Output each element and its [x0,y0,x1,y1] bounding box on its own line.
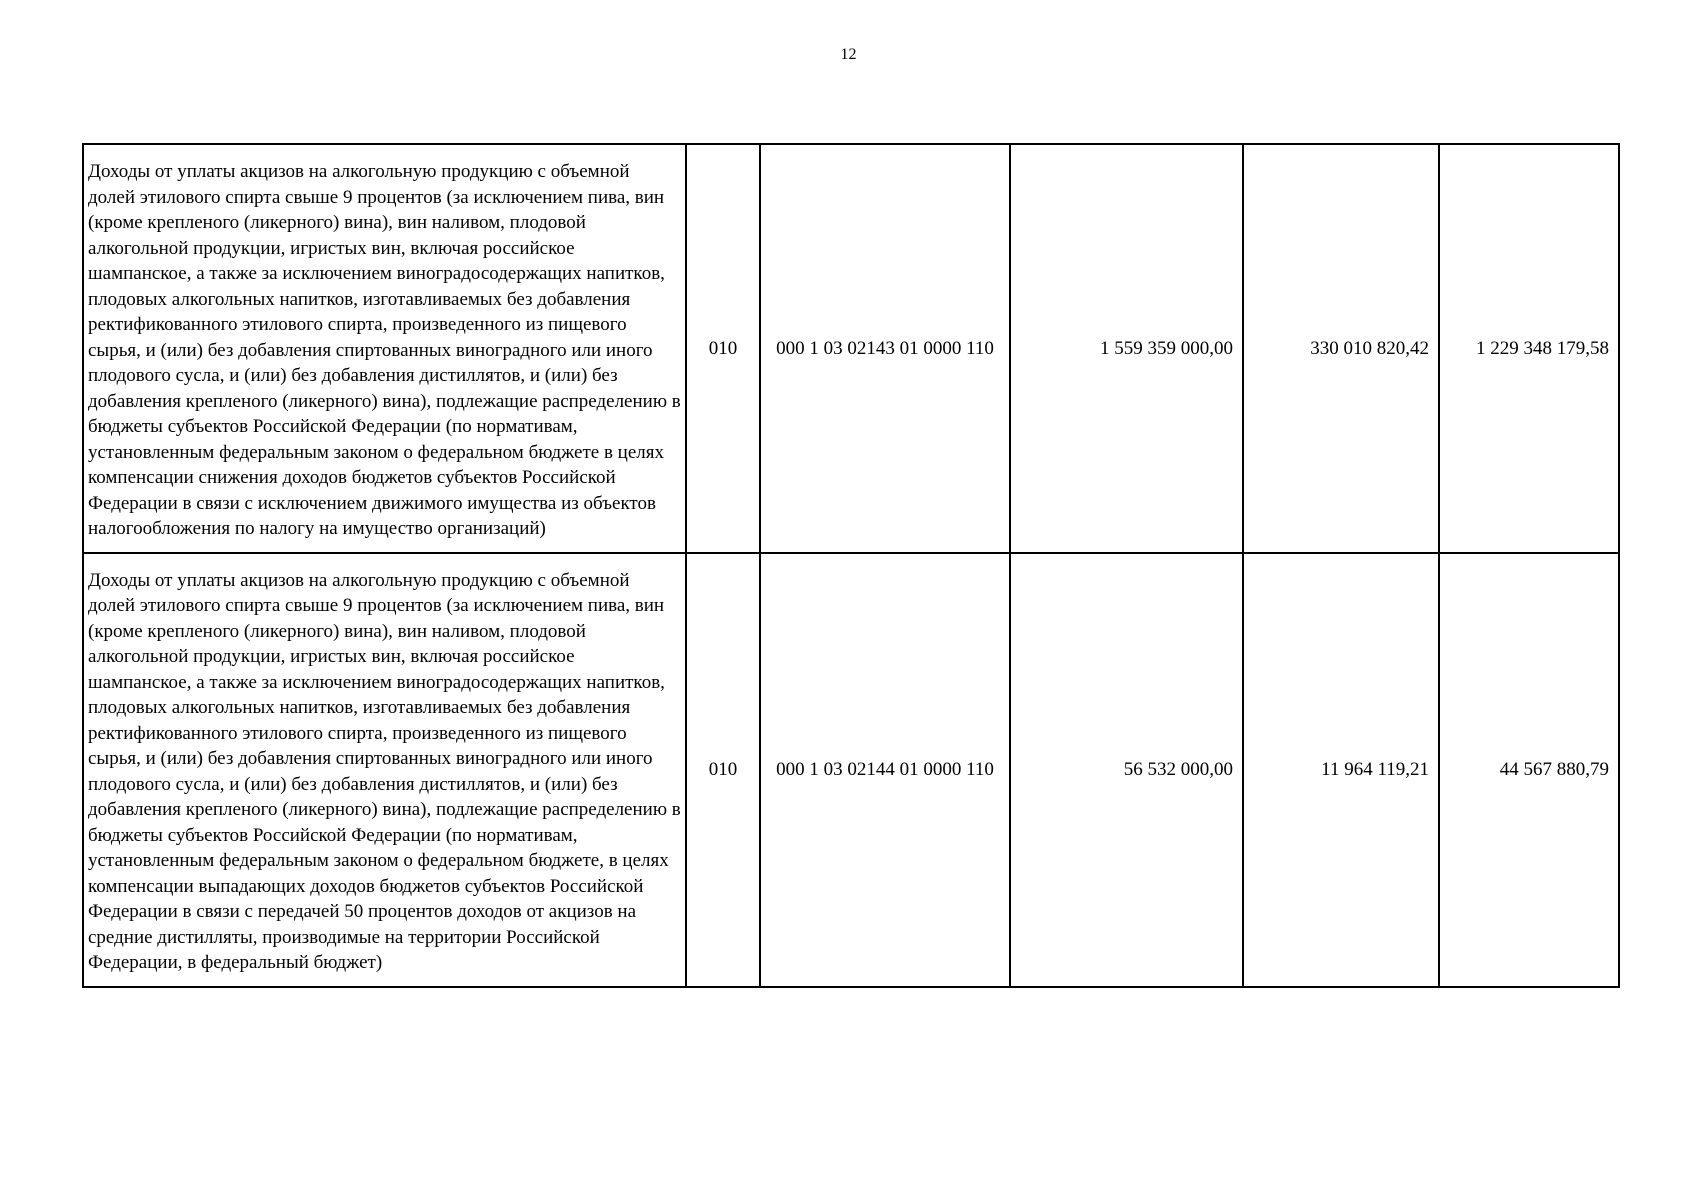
row-unexecuted-amount: 44 567 880,79 [1439,553,1619,987]
row-unexecuted-amount: 1 229 348 179,58 [1439,144,1619,553]
table-row [83,144,1619,553]
row-line-code: 010 [686,144,760,553]
row-approved-amount: 56 532 000,00 [1010,553,1243,987]
page-number: 12 [840,46,857,63]
row-executed-amount: 11 964 119,21 [1243,553,1439,987]
row-executed-amount: 330 010 820,42 [1243,144,1439,553]
row-approved-amount: 1 559 359 000,00 [1010,144,1243,553]
row-budget-code: 000 1 03 02143 01 0000 110 [760,144,1010,553]
row-description: Доходы от уплаты акцизов на алкогольную продукцию с объемной долей этилового спирта свыше 9 процентов (за исключением пива, вин (кроме крепленого (ликерного) вина), вин наливом, плодовой алкогольной продукции, игристых вин, включая российское шампанское, а также за исключением виноградосодержащих напитков, плодовых алкогольных напитков, изготавливаемых без добавления ректификованного этилового спирта, произведенного из пищевого сырья, и (или) без добавления спиртованных виноградного или иного плодового сусла, и (или) без добавления дистиллятов, и (или) без добавления крепленого (ликерного) вина), подлежащие распределению в бюджеты субъектов Российской Федерации (по нормативам, установленным федеральным законом о федеральном бюджете в целях компенсации снижения доходов бюджетов субъектов Российской Федерации в связи с исключением движимого имущества из объектов налогообложения по налогу на имущество организаций) [83,144,686,553]
revenue-table [82,143,1620,988]
row-budget-code: 000 1 03 02144 01 0000 110 [760,553,1010,987]
row-line-code: 010 [686,553,760,987]
row-description: Доходы от уплаты акцизов на алкогольную продукцию с объемной долей этилового спирта свыше 9 процентов (за исключением пива, вин (кроме крепленого (ликерного) вина), вин наливом, плодовой алкогольной продукции, игристых вин, включая российское шампанское, а также за исключением виноградосодержащих напитков, плодовых алкогольных напитков, изготавливаемых без добавления ректификованного этилового спирта, произведенного из пищевого сырья, и (или) без добавления спиртованных виноградного или иного плодового сусла, и (или) без добавления дистиллятов, и (или) без добавления крепленого (ликерного) вина), подлежащие распределению в бюджеты субъектов Российской Федерации (по нормативам, установленным федеральным законом о федеральном бюджете, в целях компенсации выпадающих доходов бюджетов субъектов Российской Федерации в связи с передачей 50 процентов доходов от акцизов на средние дистилляты, производимые на территории Российской Федерации, в федеральный бюджет) [83,553,686,987]
table-row [83,553,1619,987]
